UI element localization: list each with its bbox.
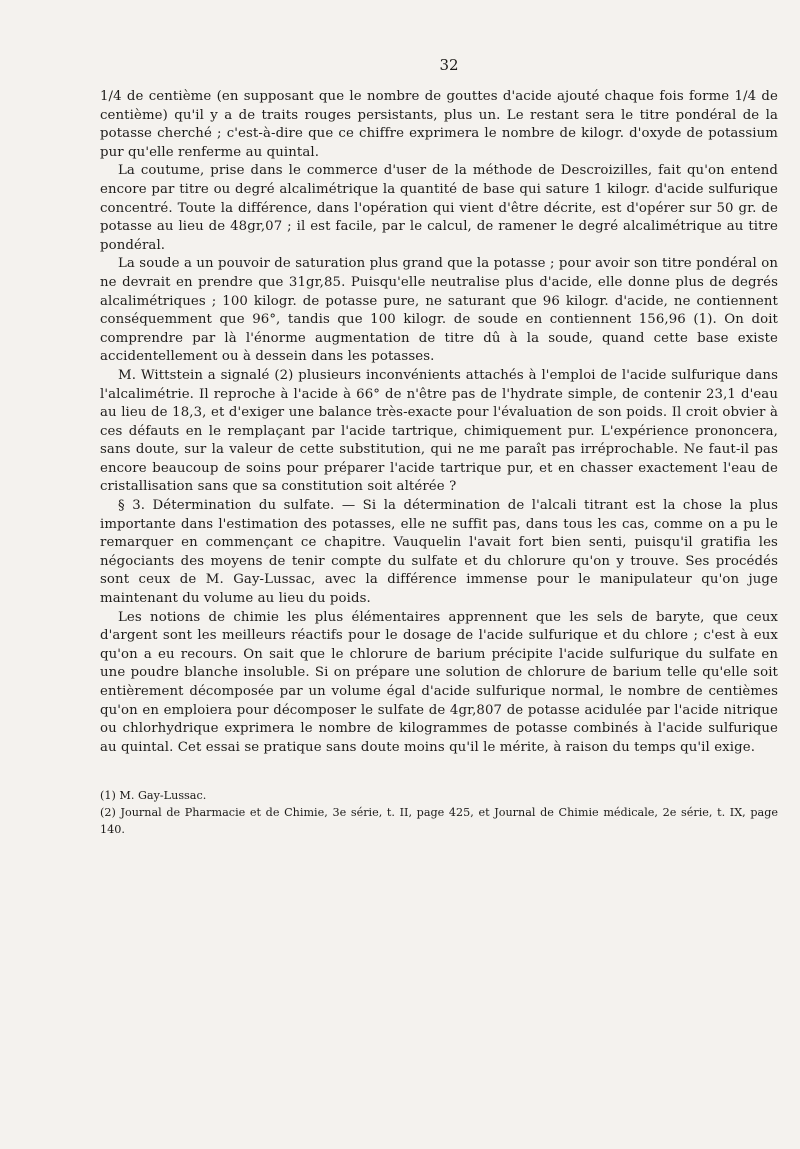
footnote-2: (2) Journal de Pharmacie et de Chimie, 3e série, t. II, page 425, et Journal de Chimie médicale, 2e série, t. IX, page 140.	[100, 806, 778, 837]
body-text	[100, 88, 778, 757]
footnote-1: (1) M. Gay-Lussac.	[100, 789, 207, 803]
page-number: 32	[439, 56, 459, 74]
paragraph-6: Les notions de chimie les plus élémentaires apprennent que les sels de baryte, que ceux d'argent sont les meilleurs réactifs pour le dosage de l'acide sulfurique et du chlore ; c'est à eux qu'on a eu recours. On sait que le chlorure de barium précipite l'acide sulfurique du sulfate en une poudre blanche insoluble. Si on prépare une solution de chlorure de barium telle qu'elle soit entièrement décomposée par un volume égal d'acide sulfurique normal, le nombre de centièmes qu'on en emploiera pour décomposer le sulfate de 4gr,807 de potasse acidulée par l'acide nitrique ou chlorhydrique exprimera le nombre de kilogrammes de potasse combinés à l'acide sulfurique au quintal. Cet essai se pratique sans doute moins qu'il le mérite, à raison du temps qu'il exige.	[100, 609, 778, 755]
paragraph-1: 1/4 de centième (en supposant que le nombre de gouttes d'acide ajouté chaque fois forme 1/4 de centième) qu'il y a de traits rouges persistants, plus un. Le restant sera le titre pondéral de la potasse cherché ; c'est-à-dire que ce chiffre exprimera le nombre de kilogr. d'oxyde de potassium pur qu'elle renferme au quintal.	[100, 89, 778, 160]
paragraph-3: La soude a un pouvoir de saturation plus grand que la potasse ; pour avoir son titre pondéral on ne devrait en prendre que 31gr,85. Puisqu'elle neutralise plus d'acide, elle donne plus de degrés alcalimétriques ; 100 kilogr. de potasse pure, ne saturant que 96 kilogr. d'acide, ne contiennent conséquemment que 96°, tandis que 100 kilogr. de soude en contiennent 156,96 (1). On doit comprendre par là l'énorme augmentation de titre dû à la soude, quand cette base existe accidentellement ou à dessein dans les potasses.	[100, 256, 778, 365]
paragraph-4: M. Wittstein a signalé (2) plusieurs inconvénients attachés à l'emploi de l'acide sulfurique dans l'alcalimétrie. Il reproche à l'acide à 66° de n'être pas de l'hydrate simple, de contenir 23,1 d'eau au lieu de 18,3, et d'exiger une balance très-exacte pour l'évaluation de son poids. Il croit obvier à ces défauts en le remplaçant par l'acide tartrique, chimiquement pur. L'expérience prononcera, sans doute, sur la valeur de cette substitution, qui ne me paraît pas irréprochable. Ne faut-il pas encore beaucoup de soins pour préparer l'acide tartrique pur, et en chasser exactement l'eau de cristallisation sans que sa constitution soit altérée ?	[100, 367, 778, 495]
paragraph-2: La coutume, prise dans le commerce d'user de la méthode de Descroizilles, fait qu'on entend encore par titre ou degré alcalimétrique la quantité de base qui sature 1 kilogr. d'acide sulfurique concentré. Toute la différence, dans l'opération qui vient d'être décrite, est d'opérer sur 50 gr. de potasse au lieu de 48gr,07 ; il est facile, par le calcul, de ramener le degré alcalimétrique au titre pondéral.	[100, 163, 778, 253]
footnotes	[100, 787, 778, 838]
paragraph-5: § 3. Détermination du sulfate. — Si la détermination de l'alcali titrant est la chose la plus importante dans l'estimation des potasses, elle ne suffit pas, dans tous les cas, comme on a pu le remarquer en commençant ce chapitre. Vauquelin l'avait fort bien senti, puisqu'il gratifia les négociants des moyens de tenir compte du sulfate et du chlorure qu'on y trouve. Ses procédés sont ceux de M. Gay-Lussac, avec la différence immense pour le manipulateur qu'on juge maintenant du volume au lieu du poids.	[100, 498, 778, 607]
